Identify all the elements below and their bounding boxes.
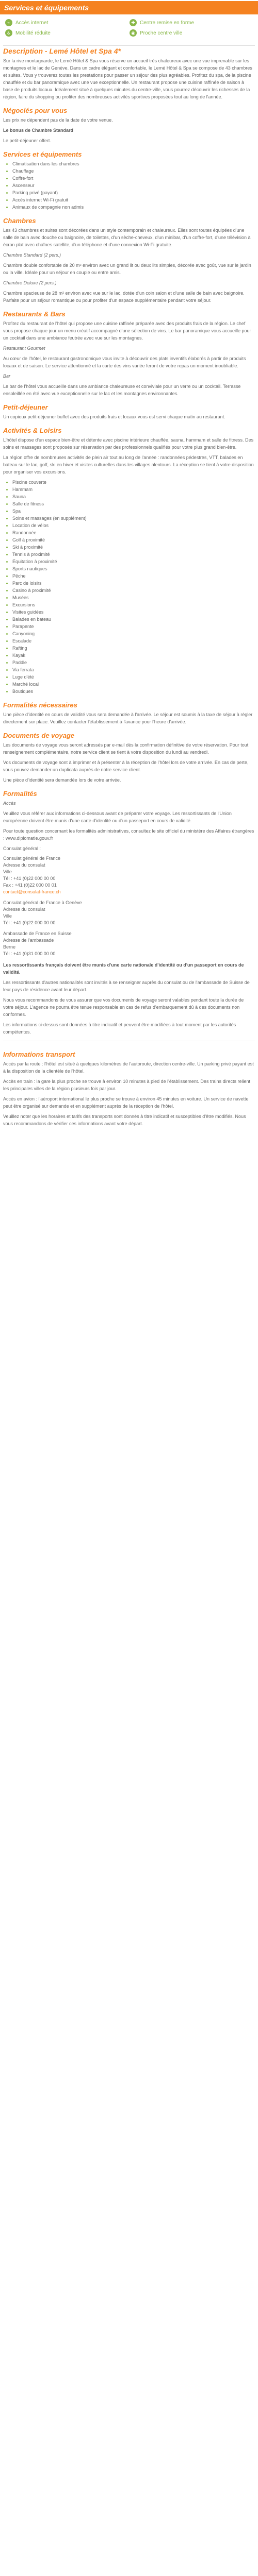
transport-text4: Veuillez noter que les horaires et tarifs des transports sont donnés à titre indicatif et susceptibles d'être modifiés. Nous vous recommandons de vérifier ces informations avant votre départ. xyxy=(3,1114,246,1126)
list-item: • Rafting xyxy=(12,645,255,652)
formal-text: Une pièce d'identité en cours de validité vous sera demandée à l'arrivée. Le séjour est soumis à la taxe de séjour à régler directement sur place. Veuillez contacter l'établissement à l'avance pour l'heure d'arrivée. xyxy=(3,712,253,724)
list-item: • Soins et massages (en supplément) xyxy=(12,515,255,522)
list-item: • Parc de loisirs xyxy=(12,580,255,587)
activ-title: Activités & Loisirs xyxy=(3,427,62,434)
docs-text1: Les documents de voyage vous seront adressés par e-mail dès la confirmation définitive de votre réservation. Pour tout renseignement complémentaire, notre service client se tient à votre disposition du lundi au vendredi. xyxy=(3,742,249,755)
dej-text: Un copieux petit-déjeuner buffet avec des produits frais et locaux vous est servi chaque matin au restaurant. xyxy=(3,414,225,419)
list-item: • Piscine couverte xyxy=(12,479,255,486)
list-item: • Ascenseur xyxy=(12,182,255,189)
consulat-address-2: Consulat général de France à Genève Adresse du consulat Ville Tél : +41 (0)22 000 00 00 xyxy=(3,900,82,925)
activ-list xyxy=(3,479,255,695)
wheelchair-icon: ♿ xyxy=(5,29,12,37)
formalites-text2: Pour toute question concernant les formalités administratives, consultez le site officiel du ministère des Affaires étrangères : www.diplomatie.gouv.fr xyxy=(3,828,254,841)
list-item: • Parapente xyxy=(12,623,255,630)
dej-title: Petit-déjeuner xyxy=(3,403,48,411)
service-item xyxy=(5,19,130,26)
list-item: • Balades en bateau xyxy=(12,616,255,623)
consulat-email-link[interactable]: contact@consulat-france.ch xyxy=(3,889,61,894)
docs-title: Documents de voyage xyxy=(3,732,74,739)
list-item: • Boutiques xyxy=(12,688,255,695)
service-label: Proche centre ville xyxy=(140,30,183,36)
list-item: • Sports nautiques xyxy=(12,565,255,572)
list-item: • Pêche xyxy=(12,572,255,580)
list-item: • Marché local xyxy=(12,681,255,688)
list-item: • Paddle xyxy=(12,659,255,666)
description-title: Description - Lemé Hôtel et Spa 4* xyxy=(3,45,255,55)
wifi-icon: ⌁ xyxy=(5,19,12,26)
page xyxy=(0,1,258,1127)
formalites-sub: Accès xyxy=(3,801,16,806)
activ-text2: La région offre de nombreuses activités de plein air tout au long de l'année : randonnées pédestres, VTT, balades en bateau sur le lac, golf, ski en hiver et visites culturelles dans les villages alentours. La réception se tient à votre disposition pour organiser vos excursions. xyxy=(3,455,254,474)
bar-text: Le bar de l'hôtel vous accueille dans une ambiance chaleureuse et conviviale pour un verre ou un cocktail. Terrasse ensoleillée en été avec vue exceptionnelle sur le lac et les montagnes environnantes. xyxy=(3,384,241,396)
formal-title: Formalités nécessaires xyxy=(3,701,77,709)
list-item: • Kayak xyxy=(12,652,255,659)
transport-text1: Accès par la route : l'hôtel est situé à quelques kilomètres de l'autoroute, direction centre-ville. Un parking privé payant est à la disposition de la clientèle de l'hôtel. xyxy=(3,1061,254,1074)
list-item: • Salle de fitness xyxy=(12,500,255,507)
list-item: • Sauna xyxy=(12,493,255,500)
formalites-title: Formalités xyxy=(3,790,37,798)
consulat-address-1: Consulat général de France Adresse du consulat Ville Tél : +41 (0)22 000 00 00 Fax : +41 (0)22 000 00 01 contact@consulat-france.ch xyxy=(3,855,255,895)
list-item: • Via ferrata xyxy=(12,666,255,673)
main-content xyxy=(0,45,258,1127)
resto-text: Profitez du restaurant de l'hôtel qui propose une cuisine raffinée préparée avec des produits frais de la région. Le chef vous propose chaque jour un menu créatif accompagné d'une sélection de vins. Le bar panoramique vous accueille pour un cocktail dans une ambiance feutrée avec vue sur les montagnes. xyxy=(3,321,251,341)
list-item: • Casino à proximité xyxy=(12,587,255,594)
list-item: • Visites guidées xyxy=(12,608,255,616)
legal-text2: Les ressortissants d'autres nationalités sont invités à se renseigner auprès du consulat ou de l'ambassade de Suisse de leur pays de résidence avant leur départ. xyxy=(3,980,250,992)
chambres-text: Les 43 chambres et suites sont décorées dans un style contemporain et chaleureux. Elles sont toutes équipées d'une salle de bain avec douche ou baignoire, de toilettes, d'un sèche-cheveux, d'un minibar, d'un coffre-fort, d'une télévision à écran plat avec chaînes satellite, d'un téléphone et d'une connexion Wi-Fi gratuite. xyxy=(3,228,251,247)
list-item: • Luge d'été xyxy=(12,673,255,681)
service-item xyxy=(5,29,130,37)
nego-intro: Les prix ne dépendent pas de la date de votre venue. xyxy=(3,117,113,123)
list-item: • Golf à proximité xyxy=(12,536,255,544)
nego-line1: Le bonus de Chambre Standard xyxy=(3,128,74,133)
activ-text1: L'hôtel dispose d'un espace bien-être et détente avec piscine intérieure chauffée, sauna, hammam et salle de fitness. Des soins et massages sont proposés sur réservation par des professionnels qualifiés pour votre plus grand bien-être. xyxy=(3,437,254,450)
formalites-text3: Consulat général : xyxy=(3,846,41,851)
chambre-std-text: Chambre double confortable de 20 m² environ avec un grand lit ou deux lits simples, décorée avec goût, vue sur le jardin ou la ville. Idéale pour un séjour en couple ou entre amis. xyxy=(3,263,251,275)
resto-title: Restaurants & Bars xyxy=(3,310,66,318)
service-label: Centre remise en forme xyxy=(140,20,195,26)
resto1-text: Au cœur de l'hôtel, le restaurant gastronomique vous invite à découvrir des plats inventifs élaborés à partir de produits locaux et de saison. Le service attentionné et la carte des vins variée feront de votre repas un moment inoubliable. xyxy=(3,356,246,368)
transport-text3: Accès en avion : l'aéroport international le plus proche se trouve à environ 45 minutes en voiture. Un service de navette peut être organisé sur demande et en supplément auprès de la réception de l'hôtel. xyxy=(3,1096,249,1109)
bar-title: Bar xyxy=(3,374,11,379)
legal-text1: Les ressortissants français doivent être munis d'une carte nationale d'identité ou d'un passeport en cours de validité. xyxy=(3,962,244,975)
list-item: • Accès internet Wi-Fi gratuit xyxy=(12,196,255,204)
list-item: • Parking privé (payant) xyxy=(12,189,255,196)
formalites-text1: Veuillez vous référer aux informations ci-dessous avant de préparer votre voyage. Les ressortissants de l'Union européenne doivent être munis d'une carte d'identité ou d'un passeport en cours de validité. xyxy=(3,811,232,823)
chambres-title: Chambres xyxy=(3,217,36,225)
location-icon: ◉ xyxy=(130,29,137,37)
service-item xyxy=(130,19,254,26)
docs-text3: Une pièce d'identité sera demandée lors de votre arrivée. xyxy=(3,777,121,783)
equip-list xyxy=(3,160,255,211)
transport-section xyxy=(3,1041,255,1127)
legal-text3: Nous vous recommandons de vous assurer que vos documents de voyage seront valables pendant toute la durée de votre séjour. L'agence ne pourra être tenue responsable en cas de refus d'embarquement dû à des documents non conformes. xyxy=(3,997,244,1017)
chambre-sup-text: Chambre spacieuse de 28 m² environ avec vue sur le lac, dotée d'un coin salon et d'une salle de bain avec baignoire. Parfaite pour un séjour romantique ou pour profiter d'un espace supplémentaire pendant votre séjour. xyxy=(3,291,245,303)
list-item: • Équitation à proximité xyxy=(12,558,255,565)
chambre-sup-title: Chambre Deluxe (2 pers.) xyxy=(3,280,57,285)
nego-title: Négociés pour vous xyxy=(3,107,68,114)
list-item: • Chauffage xyxy=(12,167,255,175)
equip-title: Services et équipements xyxy=(3,150,82,158)
service-item xyxy=(130,29,254,37)
list-item: • Coffre-fort xyxy=(12,175,255,182)
list-item: • Spa xyxy=(12,507,255,515)
chambre-std-title: Chambre Standard (2 pers.) xyxy=(3,252,61,258)
list-item: • Hammam xyxy=(12,486,255,493)
list-item: • Excursions xyxy=(12,601,255,608)
list-item: • Ski à proximité xyxy=(12,544,255,551)
dumbbell-icon: ✚ xyxy=(130,19,137,26)
list-item: • Climatisation dans les chambres xyxy=(12,160,255,167)
description-text: Sur la rive montagnarde, le Lemé Hôtel & Spa vous réserve un accueil très chaleureux avec une vue imprenable sur les montagnes et le lac de Genève. Dans un cadre élégant et confortable, le Lemé Hôtel & Spa se compose de 43 chambres et suites. Vous y trouverez toutes les prestations pour passer un séjour des plus agréables. Profitez du spa, de la piscine chauffée et du bar panoramique avec une vue exceptionnelle. Un restaurant propose une cuisine raffinée de saison à base de produits locaux. Idéalement situé à quelques minutes du centre-ville, vous pourrez découvrir les richesses de la région, faire du shopping ou profiter des nombreuses activités sportives proposées tout au long de l'année. xyxy=(3,58,252,99)
consulat-address-3: Ambassade de France en Suisse Adresse de l'ambassade Berne Tél : +41 (0)31 000 00 00 xyxy=(3,931,72,956)
transport-title: Informations transport xyxy=(3,1050,75,1058)
list-item: • Tennis à proximité xyxy=(12,551,255,558)
services-grid xyxy=(0,14,258,42)
list-item: • Randonnée xyxy=(12,529,255,536)
service-label: Accès internet xyxy=(15,20,49,26)
transport-text2: Accès en train : la gare la plus proche se trouve à environ 10 minutes à pied de l'établissement. Des trains directs relient les principales villes de la région plusieurs fois par jour. xyxy=(3,1079,250,1091)
service-label: Mobilité réduite xyxy=(15,30,51,36)
list-item: • Animaux de compagnie non admis xyxy=(12,204,255,211)
legal-text4: Les informations ci-dessus sont données à titre indicatif et peuvent être modifiées à tout moment par les autorités compétentes. xyxy=(3,1022,236,1035)
resto1-title: Restaurant Gourmet xyxy=(3,346,45,351)
list-item: • Musées xyxy=(12,594,255,601)
services-banner: Services et équipements xyxy=(0,1,258,14)
nego-line2: Le petit-déjeuner offert. xyxy=(3,138,51,143)
list-item: • Canyoning xyxy=(12,630,255,637)
list-item: • Escalade xyxy=(12,637,255,645)
list-item: • Location de vélos xyxy=(12,522,255,529)
docs-text2: Vos documents de voyage sont à imprimer et à présenter à la réception de l'hôtel lors de votre arrivée. En cas de perte, vous pouvez demander un duplicata auprès de notre service client. xyxy=(3,760,249,772)
